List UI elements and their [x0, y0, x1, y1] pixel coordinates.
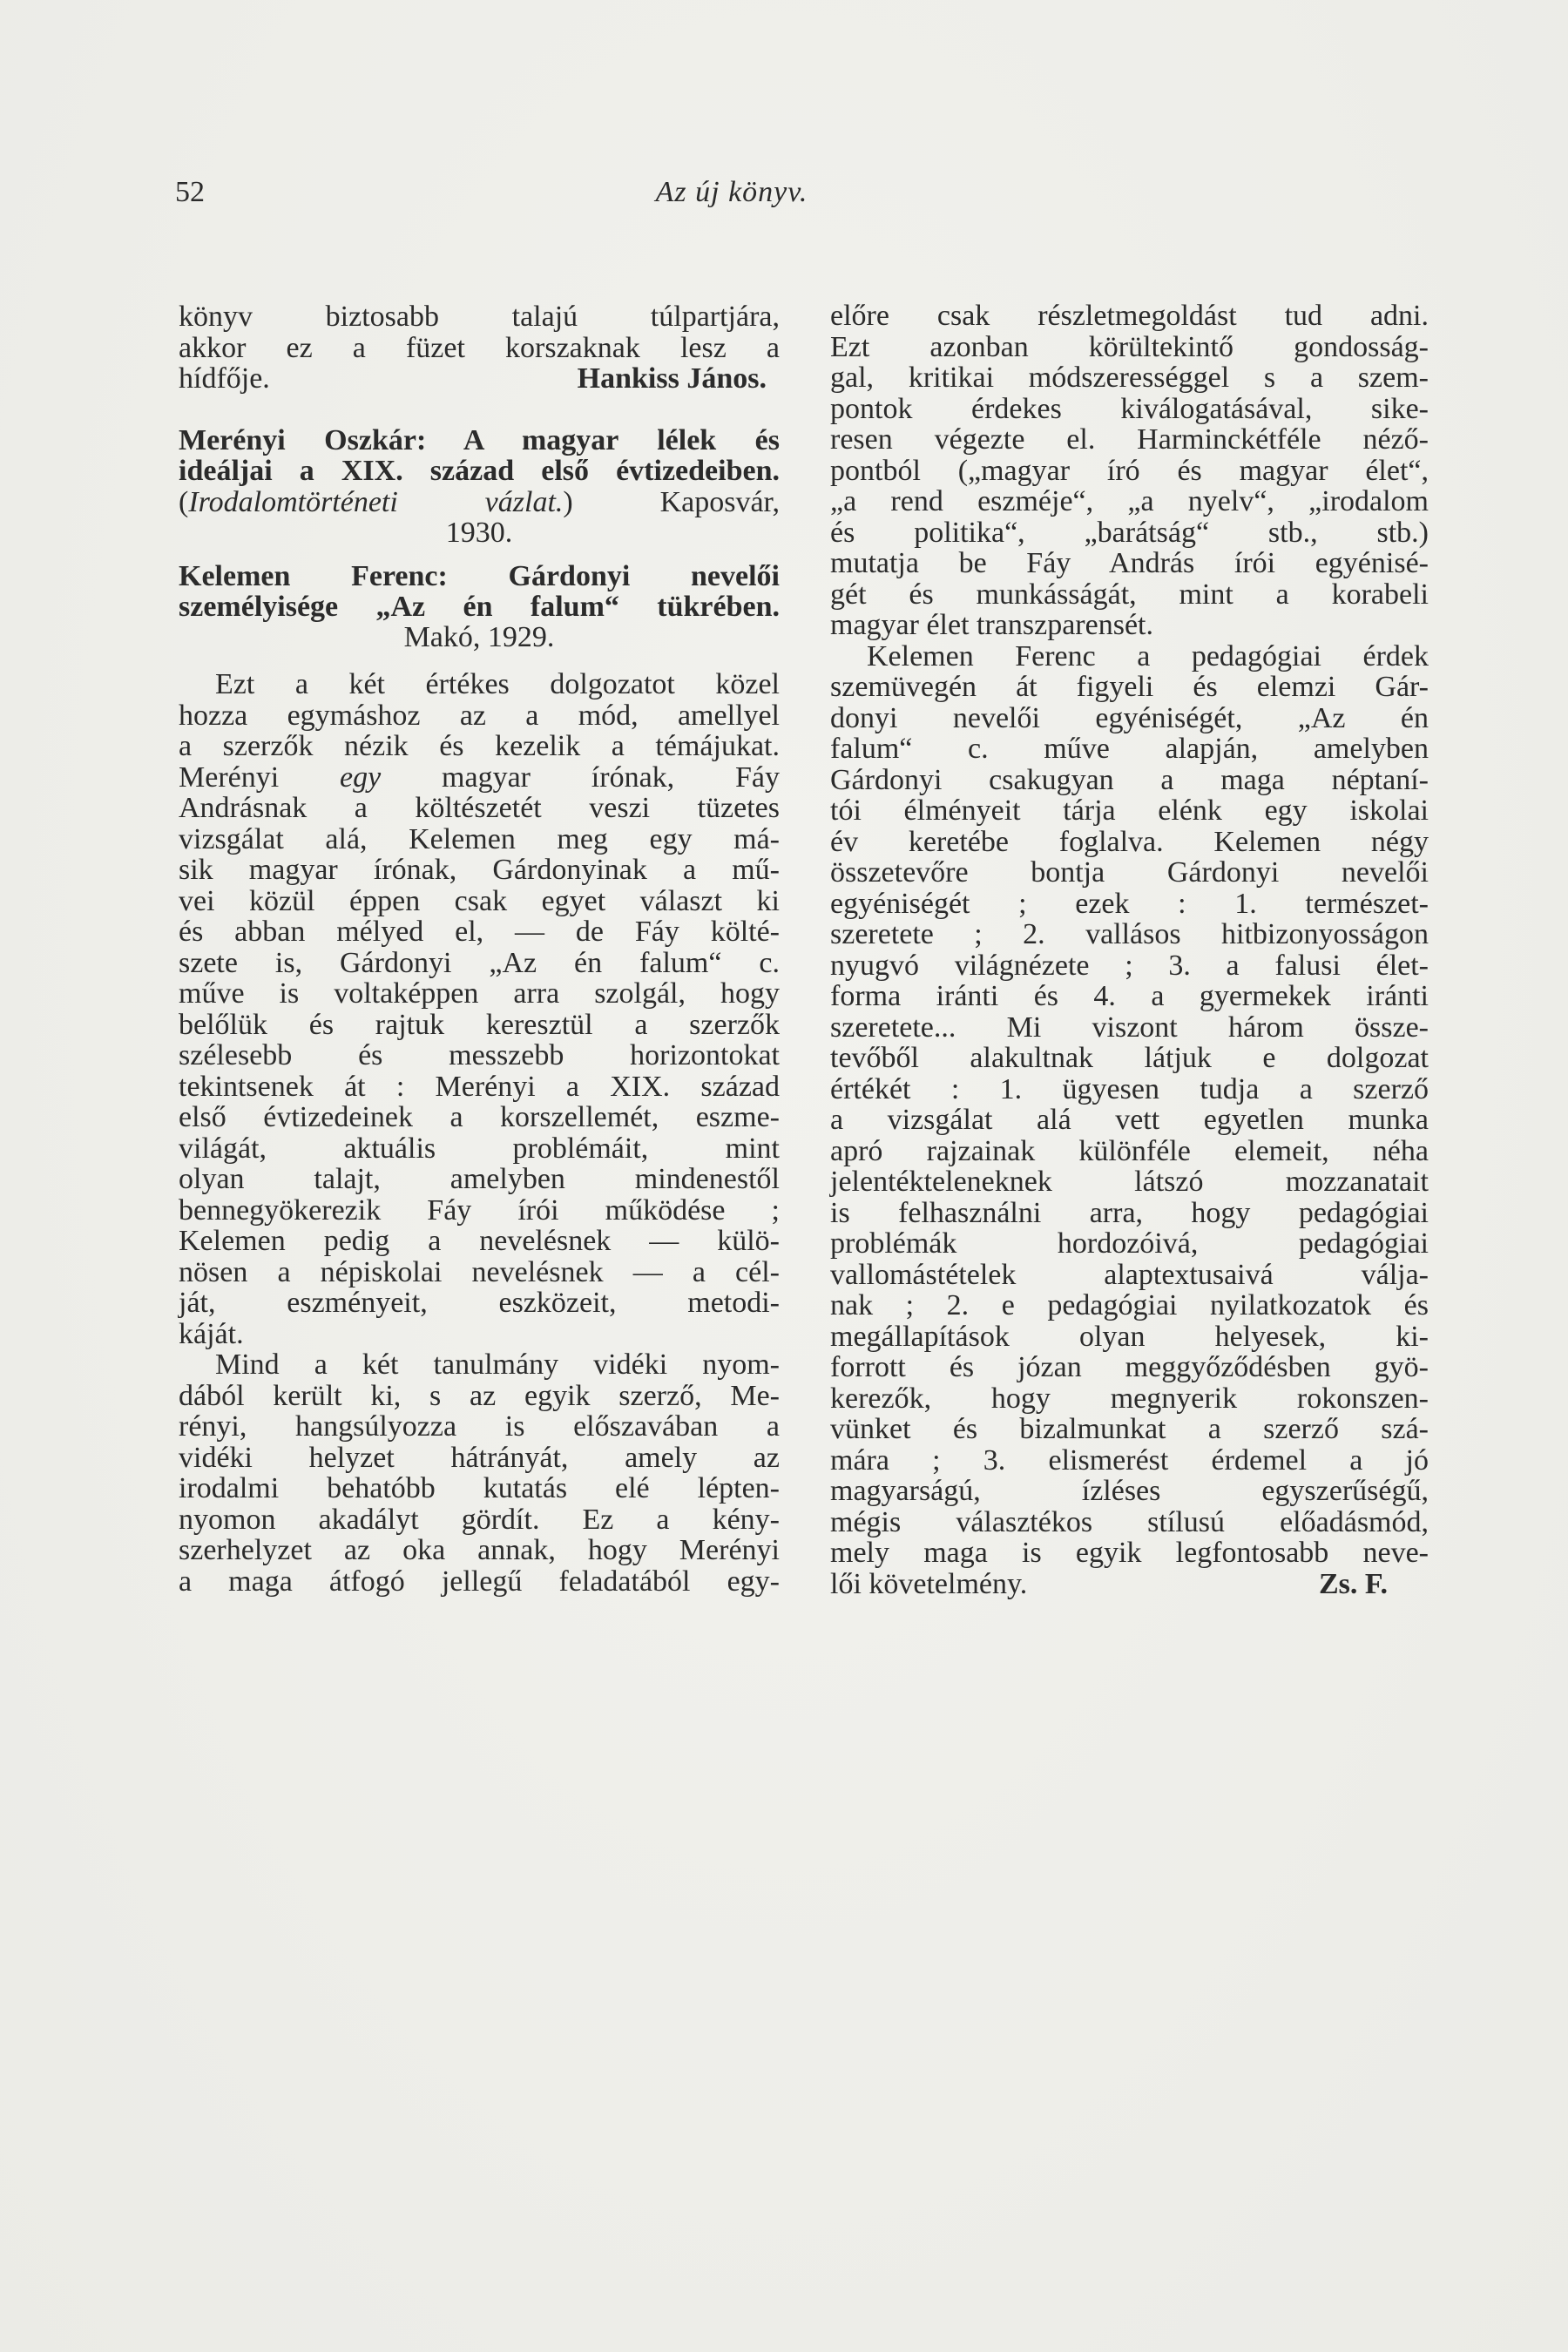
bibliographic-title-line: Merényi Oszkár: A magyar lélek és [179, 424, 780, 456]
text-line: Andrásnak a költészetét veszi tüzetes [179, 792, 780, 824]
text-line: kerezők, hogy megnyerik rokonszen- [830, 1382, 1429, 1415]
text-line: hozza egymáshoz az a mód, amellyel [179, 699, 780, 732]
text-line: dából került ki, s az egyik szerző, Me- [179, 1379, 780, 1412]
text-line: lői követelmény. [830, 1567, 1028, 1600]
text-line: vallomástételek alaptextusaivá válja- [830, 1258, 1429, 1291]
review-signature-zs-f: Zs. F. [1318, 1567, 1388, 1600]
text-segment: Merényi [179, 760, 341, 794]
text-line: mára ; 3. elismerést érdemel a jó [830, 1443, 1429, 1477]
text-line: szeretete ; 2. vallásos hitbizonyosságon [830, 918, 1429, 950]
text-line: bennegyökerezik Fáy írói működése ; [179, 1193, 780, 1227]
text-line: resen végezte el. Harminckétféle néző- [830, 423, 1429, 456]
text-line: nyugvó világnézete ; 3. a falusi élet- [830, 949, 1429, 982]
running-title: Az új könyv. [655, 176, 808, 208]
text-line: mutatja be Fáy András írói egyénisé- [830, 547, 1429, 579]
text-line: Kelemen Ferenc a pedagógiai érdek [867, 639, 1429, 672]
text-line: vidéki helyzet hátrányát, amely az [179, 1441, 780, 1474]
text-line: Gárdonyi csakugyan a maga néptaní- [830, 763, 1429, 796]
text-line: Kelemen pedig a nevelésnek — külö- [179, 1225, 780, 1257]
text-line: vei közül éppen csak egyet választ ki [179, 884, 780, 917]
text-line: egyéniségét ; ezek : 1. természet- [830, 887, 1429, 920]
text-segment: magyar írónak, Fáy [381, 760, 780, 794]
text-line: hídfője. [179, 362, 270, 395]
text-line: rényi, hangsúlyozza is előszavában a [179, 1410, 780, 1443]
bibliographic-title-line: ideáljai a XIX. század első évtizedeiben. [179, 455, 780, 487]
text-line: tevőből alakultnak látjuk e dolgozat [830, 1042, 1429, 1074]
text-line: összetevőre bontja Gárdonyi nevelői [830, 856, 1429, 889]
text-line: világát, aktuális problémáit, mint [179, 1132, 780, 1165]
bibliographic-line [179, 487, 780, 518]
bibliographic-line: Makó, 1929. [403, 621, 555, 653]
text-line: a vizsgálat alá vett egyetlen munka [830, 1104, 1429, 1136]
text-line: apró rajzainak különféle elemeit, néha [830, 1134, 1429, 1167]
text-line: mégis választékos stílusú előadásmód, [830, 1505, 1429, 1538]
text-line: a maga átfogó jellegű feladatából egy- [179, 1565, 780, 1598]
text-line: „a rend eszméje“, „a nyelv“, „irodalom [830, 485, 1429, 517]
text-line: vizsgálat alá, Kelemen meg egy má- [179, 822, 780, 855]
bibliographic-title-line: Kelemen Ferenc: Gárdonyi nevelői [179, 560, 780, 592]
bibliographic-line: 1930. [445, 517, 513, 549]
page-number: 52 [175, 176, 205, 208]
text-line: donyi nevelői egyéniségét, „Az én [830, 701, 1429, 734]
text-line: első évtizedeinek a korszellemét, eszme- [179, 1101, 780, 1133]
text-line: Ezt azonban körültekintő gondosság- [830, 330, 1429, 363]
text-line: magyar élet transzparensét. [830, 609, 1153, 641]
text-line: sik magyar írónak, Gárdonyinak a mű- [179, 854, 780, 886]
text-line: gal, kritikai módszerességgel s a szem- [830, 362, 1429, 394]
text-line: értékét : 1. ügyesen tudja a szerző [830, 1072, 1429, 1105]
review-signature-hankiss: Hankiss János. [577, 362, 767, 395]
text-line [179, 762, 780, 794]
text-line: szélesebb és messzebb horizontokat [179, 1039, 780, 1071]
text-line: nösen a népiskolai nevelésnek — a cél- [179, 1255, 780, 1288]
text-line: falum“ c. műve alapján, amelyben [830, 733, 1429, 765]
text-line: Ezt a két értékes dolgozatot közel [215, 668, 780, 700]
text-line: irodalmi behatóbb kutatás elé lépten- [179, 1472, 780, 1504]
italic-text: Irodalomtörténeti vázlat. [188, 486, 564, 518]
text-line: műve is voltaképpen arra szolgál, hogy [179, 977, 780, 1010]
text-line: nak ; 2. e pedagógiai nyilatkozatok és [830, 1289, 1429, 1321]
text-line: megállapítások olyan helyesek, ki- [830, 1320, 1429, 1353]
text-line: a szerzők nézik és kezelik a témájukat. [179, 730, 780, 762]
text-line: előre csak részletmegoldást tud adni. [830, 300, 1429, 332]
text-line: káját. [179, 1317, 244, 1350]
text-line: belőlük és rajtuk keresztül a szerzők [179, 1008, 780, 1041]
text-line: forrott és józan meggyőződésben gyö- [830, 1351, 1429, 1383]
text-line: jelentékteleneknek látszó mozzanatait [830, 1166, 1429, 1198]
text-line: Mind a két tanulmány vidéki nyom- [215, 1348, 780, 1381]
text-line: is felhasználni arra, hogy pedagógiai [830, 1196, 1429, 1229]
text-line: könyv biztosabb talajú túlpartjára, [179, 301, 780, 333]
text-line: problémák hordozóivá, pedagógiai [830, 1227, 1429, 1260]
text-segment: ) Kaposvár, [563, 486, 780, 518]
text-line: év keretébe foglalva. Kelemen négy [830, 825, 1429, 858]
bibliographic-title-line: személyisége „Az én falum“ tükrében. [179, 591, 780, 623]
text-line: pontból („magyar író és magyar élet“, [830, 454, 1429, 487]
italic-text: egy [340, 760, 382, 794]
text-line: gét és munkásságát, mint a korabeli [830, 578, 1429, 611]
text-line: pontok érdekes kiválogatásával, sike- [830, 392, 1429, 425]
text-line: akkor ez a füzet korszaknak lesz a [179, 331, 780, 364]
text-line: szemüvegén át figyeli és elemzi Gár- [830, 671, 1429, 703]
text-line: mely maga is egyik legfontosabb neve- [830, 1537, 1429, 1569]
text-line: és politika“, „barátság“ stb., stb.) [830, 516, 1429, 549]
text-line: magyarságú, ízléses egyszerűségű, [830, 1475, 1429, 1507]
text-line: forma iránti és 4. a gyermekek iránti [830, 980, 1429, 1012]
text-line: olyan talajt, amelyben mindenestől [179, 1163, 780, 1195]
text-line: tekintsenek át : Merényi a XIX. század [179, 1070, 780, 1103]
text-line: és abban mélyed el, — de Fáy költé- [179, 916, 780, 948]
text-segment: ( [179, 486, 189, 518]
text-line: szete is, Gárdonyi „Az én falum“ c. [179, 946, 780, 979]
text-line: tói élményeit tárja elénk egy iskolai [830, 794, 1429, 827]
text-line: szeretete... Mi viszont három össze- [830, 1010, 1429, 1044]
text-line: szerhelyzet az oka annak, hogy Merényi [179, 1534, 780, 1566]
text-line: nyomon akadályt gördít. Ez a kény- [179, 1503, 780, 1536]
text-line: vünket és bizalmunkat a szerző szá- [830, 1413, 1429, 1445]
text-line: ját, eszményeit, eszközeit, metodi- [179, 1287, 780, 1319]
